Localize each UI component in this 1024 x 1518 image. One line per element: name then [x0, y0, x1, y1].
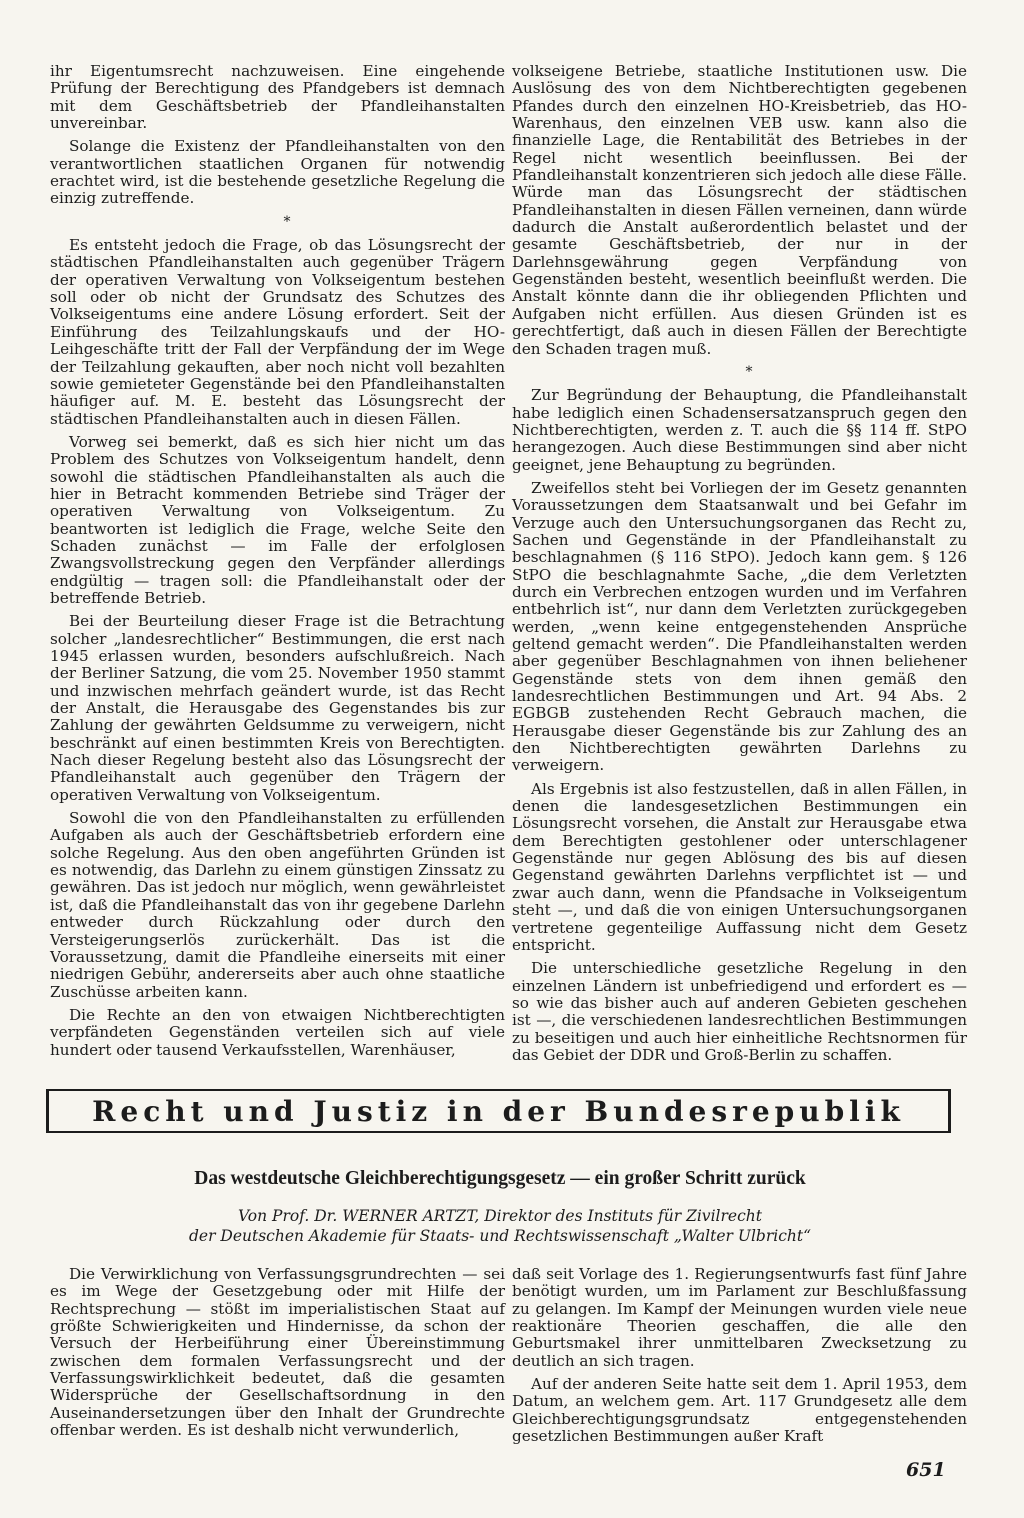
page-number: 651 [906, 1459, 946, 1481]
paragraph: Vorweg sei bemerkt, daß es sich hier nicht um das Problem des Schutzes von Volkseigentum handelt, denn sowohl die städtischen Pfandleihanstalten als auch die hier in Betracht kommenden Betriebe sind Träger der operativen Verwaltung von Volkseigentum. Zu beantworten ist lediglich die Frage, welche Seite den Schaden zunächst — im Falle der erfolglosen Zwangsvollstreckung gegen den Verpfänder allerdings endgültig — tragen soll: die Pfandleihanstalt oder der betreffende Betrieb. [50, 432, 505, 607]
paragraph: Bei der Beurteilung dieser Frage ist die Betrachtung solcher „landesrechtlicher“ Bestimmungen, die erst nach 1945 erlassen wurden, besonders aufschlußreich. Nach der Berliner Satzung, die vom 25. November 1950 stammt und inzwischen mehrfach geändert wurde, ist das Recht der Anstalt, die Herausgabe des Gegenstandes bis zur Zahlung der gewährten Geldsumme zu verweigern, nicht beschränkt auf einen bestimmten Kreis von Berechtigten. Nach dieser Regelung besteht also das Lösungsrecht der Pfandleihanstalt auch gegenüber den Trägern der operativen Verwaltung von Volkseigentum. [50, 612, 505, 804]
paragraph: volkseigene Betriebe, staatliche Institutionen usw. Die Auslösung des von dem Nichtberechtigten gegebenen Pfandes durch den einzelnen HO-Kreisbetrieb, das HO-Warenhaus, den einzelnen VEB usw. kann also die finanzielle Lage, die Rentabilität des Betriebes in der Regel nicht wesentlich beeinflussen. Bei der Pfandleihanstalt konzentrieren sich jedoch alle diese Fälle. Würde man das Lösungsrecht der städtischen Pfandleihanstalten in diesen Fällen verneinen, dann würde dadurch die Anstalt außerordentlich belastet und der gesamte Geschäftsbetrieb, der nur in der Darlehnsgewährung gegen Verpfändung von Gegenständen besteht, wesentlich beeinflußt werden. Die Anstalt könnte dann die ihr obliegenden Pflichten und Aufgaben nicht erfüllen. Aus diesen Gründen ist es gerechtfertigt, daß auch in diesen Fällen der Berechtigte den Schaden tragen muß. [512, 62, 967, 358]
paragraph: Solange die Existenz der Pfandleihanstalten von den verantwortlichen staatlichen Organen für notwendig erachtet wird, ist die bestehende gesetzliche Regelung die einzig zutreffende. [50, 137, 505, 208]
paragraph: Auf der anderen Seite hatte seit dem 1. April 1953, dem Datum, an welchem gem. Art. 117 Grundgesetz alle dem Gleichberechtigungsgrundsatz entgegenstehenden gesetzlichen Bestimmungen außer Kraft [512, 1375, 967, 1446]
paragraph: Als Ergebnis ist also festzustellen, daß in allen Fällen, in denen die landesgesetzlichen Bestimmungen ein Lösungsrecht vorsehen, die Anstalt zur Herausgabe etwa dem Berechtigten gestohlener oder unterschlagener Gegenstände nur gegen Ablösung des bis auf diesen Gegenstand gewährten Darlehns verpflichtet ist — und zwar auch dann, wenn die Pfandsache in Volkseigentum steht —, und daß die von einigen Untersuchungsorganen vertretene gegenteilige Auffassung nicht dem Gesetz entspricht. [512, 779, 967, 954]
paragraph: Zweifellos steht bei Vorliegen der im Gesetz genannten Voraussetzungen dem Staatsanwalt und bei Gefahr im Verzuge auch den Untersuchungsorganen das Recht zu, Sachen und Gegenstände in der Pfandleihanstalt zu beschlagnahmen (§ 116 StPO). Jedoch kann gem. § 126 StPO die beschlagnahmte Sache, „die dem Verletzten durch ein Verbrechen entzogen wurden und im Verfahren entbehrlich ist“, nur dann dem Verletzten zurückgegeben werden, „wenn keine entgegenstehenden Ansprüche geltend gemacht werden“. Die Pfandleihanstalten werden aber gegenüber Beschlagnahmen von ihnen beliehener Gegenstände stets von dem ihnen gemäß den landesrechtlichen Bestimmungen und Art. 94 Abs. 2 EGBGB zustehenden Recht Gebrauch machen, die Herausgabe dieser Gegenstände bis zur Zahlung des an den Nichtberechtigten gewährten Darlehns zu verweigern. [512, 478, 967, 775]
paragraph: Zur Begründung der Behauptung, die Pfandleihanstalt habe lediglich einen Schadensersatzanspruch gegen den Nichtberechtigten, werden z. T. auch die §§ 114 ff. StPO herangezogen. Auch diese Bestimmungen sind aber nicht geeignet, jene Behauptung zu begründen. [512, 386, 967, 474]
article-left-column [50, 1266, 505, 1445]
byline-line: Von Prof. Dr. WERNER ARTZT, Direktor des Instituts für Zivilrecht [238, 1207, 762, 1225]
paragraph: Es entsteht jedoch die Frage, ob das Lösungsrecht der städtischen Pfandleihanstalten auch gegenüber Trägern der operativen Verwaltung von Volkseigentum bestehen soll oder ob nicht der Grundsatz des Schutzes des Volkseigentums eine andere Lösung erfordert. Seit der Einführung des Teilzahlungskaufs und der HO-Leihgeschäfte tritt der Fall der Verpfändung der im Wege der Teilzahlung gekauften, aber noch nicht voll bezahlten sowie gemieteter Gegenstände bei den Pfandleihanstalten häufiger auf. M. E. besteht das Lösungsrecht der städtischen Pfandleihanstalten auch in diesen Fällen. [50, 236, 505, 428]
article-title: Das westdeutsche Gleichberechtigungsgesetz — ein großer Schritt zurück [194, 1168, 806, 1189]
byline-line: der Deutschen Akademie für Staats- und Rechtswissenschaft „Walter Ulbricht“ [188, 1227, 812, 1245]
paragraph: Die Rechte an den von etwaigen Nichtberechtigten verpfändeten Gegenständen verteilen sich auf viele hundert oder tausend Verkaufsstellen, Warenhäuser, [50, 1005, 505, 1059]
section-banner-title: Recht und Justiz in der Bundesrepublik [92, 1094, 905, 1128]
section-separator: * [283, 213, 291, 230]
paragraph: Die unterschiedliche gesetzliche Regelung in den einzelnen Ländern ist unbefriedigend und erfordert es — so wie das bisher auch auf anderen Gebieten geschehen ist —, die verschiedenen landesrechtlichen Bestimmungen zu beseitigen und auch hier einheitliche Rechtsnormen für das Gebiet der DDR und Groß-Berlin zu schaffen. [512, 959, 967, 1064]
paragraph: daß seit Vorlage des 1. Regierungsentwurfs fast fünf Jahre benötigt wurden, um im Parlament zur Beschlußfassung zu gelangen. Im Kampf der Meinungen wurden viele neue reaktionäre Theorien geschaffen, die alle den Geburtsmakel ihrer unmittelbaren Zwecksetzung zu deutlich an sich tragen. [512, 1265, 967, 1370]
paragraph: ihr Eigentumsrecht nachzuweisen. Eine eingehende Prüfung der Berechtigung des Pfandgebers ist demnach mit dem Geschäftsbetrieb der Pfandleihanstalten unvereinbar. [50, 62, 505, 133]
paragraph: Sowohl die von den Pfandleihanstalten zu erfüllenden Aufgaben als auch der Geschäftsbetrieb erfordern eine solche Regelung. Aus den oben angeführten Gründen ist es notwendig, das Darlehn zu einem günstigen Zinssatz zu gewähren. Das ist jedoch nur möglich, wenn gewährleistet ist, daß die Pfandleihanstalt das von ihr gegebene Darlehn entweder durch Rückzahlung oder durch den Versteigerungserlös zurückerhält. Das ist die Voraussetzung, damit die Pfandleihe einerseits mit einer niedrigen Gebühr, andererseits aber auch ohne staatliche Zuschüsse arbeiten kann. [50, 809, 505, 1001]
article-right-column [512, 1266, 967, 1451]
section-banner [46, 1089, 951, 1133]
article-byline [50, 1206, 950, 1246]
top-left-column [50, 63, 505, 1065]
section-separator: * [745, 363, 753, 380]
paragraph: Die Verwirklichung von Verfassungsgrundrechten — sei es im Wege der Gesetzgebung oder mit Hilfe der Rechtsprechung — stößt im imperialistischen Staat auf größte Schwierigkeiten und Hindernisse, da schon der Versuch der Herbeiführung einer Übereinstimmung zwischen dem formalen Verfassungsrecht und der Verfassungswirklichkeit bedeutet, daß die gesamten Widersprüche der Gesellschaftsordnung in den Auseinandersetzungen über den Inhalt der Grundrechte offenbar werden. Es ist deshalb nicht verwunderlich, [50, 1265, 505, 1440]
top-right-column [512, 63, 967, 1070]
